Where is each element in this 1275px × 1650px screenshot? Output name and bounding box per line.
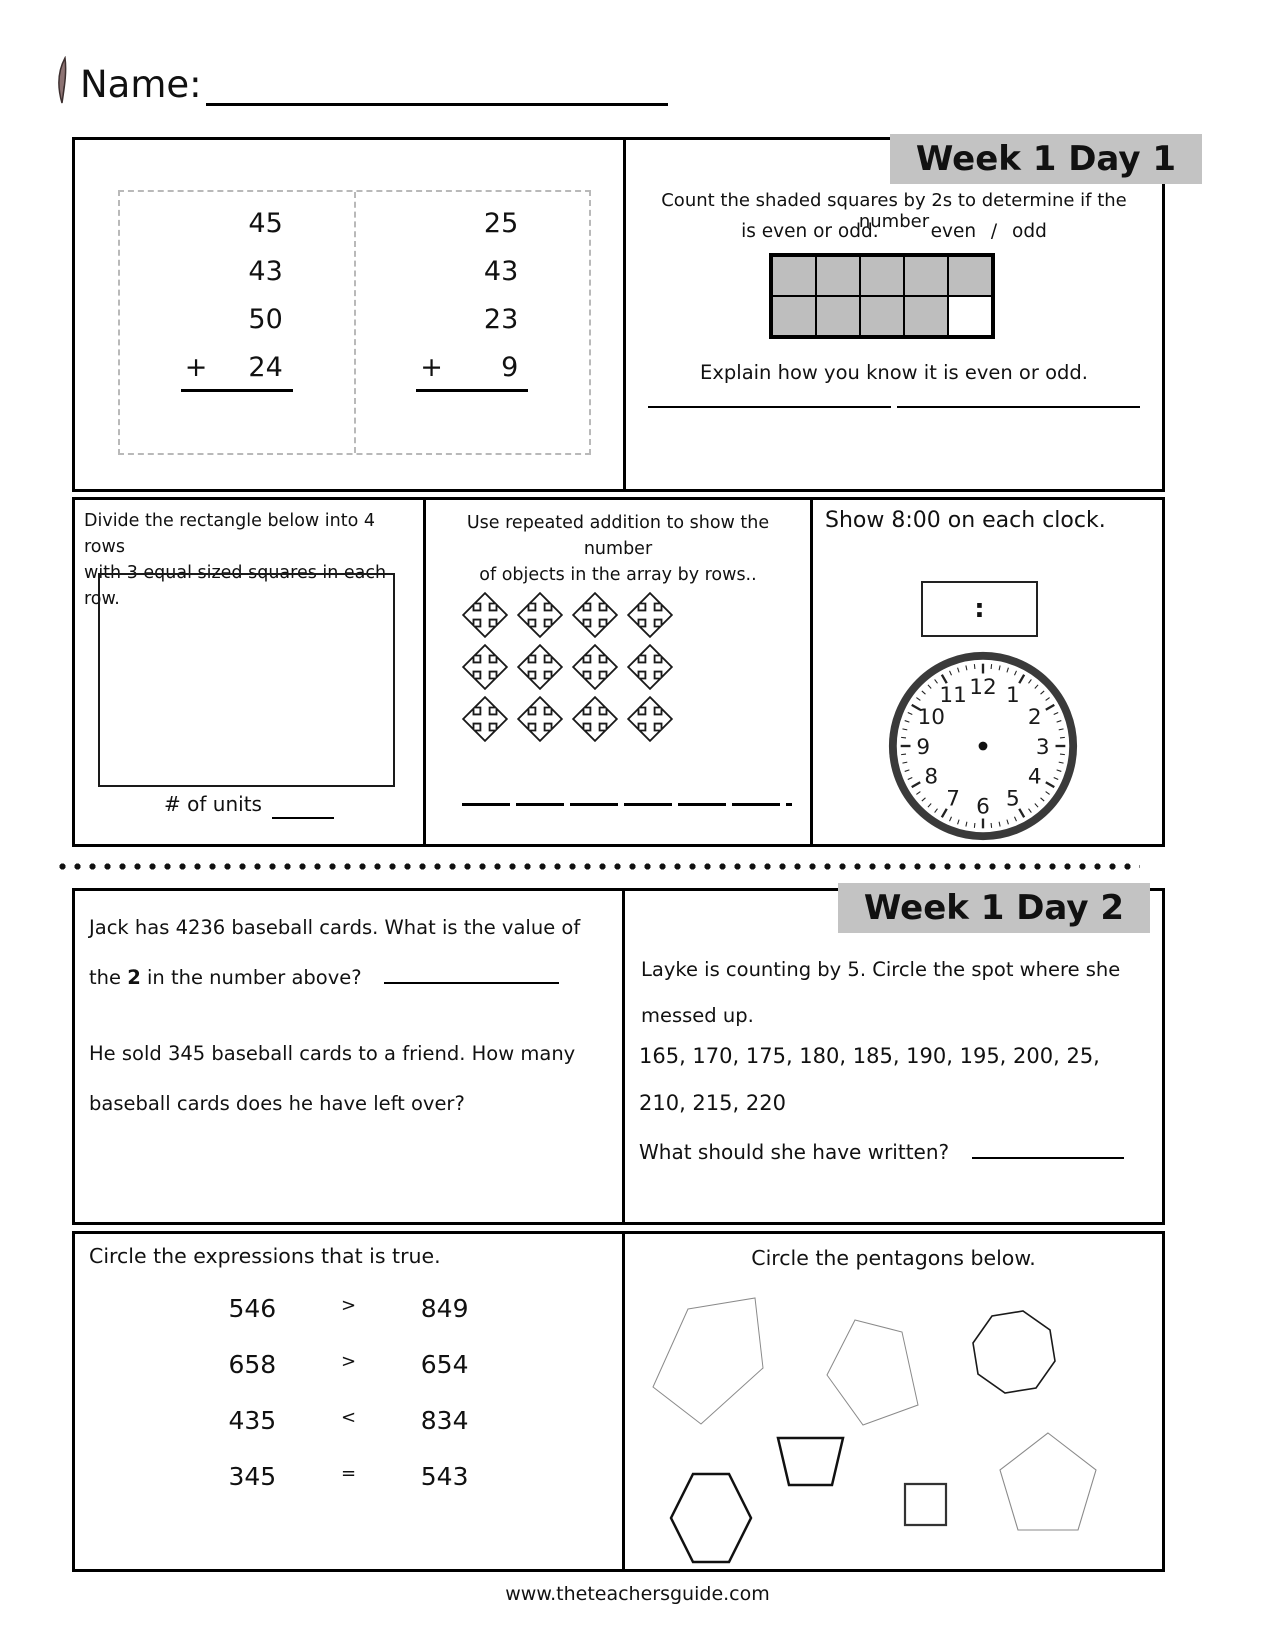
addend: 50 — [248, 304, 283, 335]
even-odd-task — [626, 139, 1176, 489]
counting-prompt-line1: Layke is counting by 5. Circle the spot where she — [641, 958, 1121, 981]
baseball-line2-prefix: the — [89, 966, 122, 989]
expression-row — [229, 1406, 469, 1435]
expression-operator: = — [340, 1463, 357, 1484]
addend: 25 — [483, 208, 519, 239]
baseball-bold-digit: 2 — [127, 966, 141, 989]
grid-cell-shaded — [772, 296, 816, 336]
baseball-line4: baseball cards does he have left over? — [89, 1092, 465, 1115]
pentagons-prompt: Circle the pentagons below. — [751, 1246, 1036, 1270]
section-top — [72, 137, 1176, 492]
object-array — [462, 592, 673, 742]
dotted-divider — [55, 862, 1140, 871]
addition-problems — [118, 190, 591, 455]
answer-line — [462, 803, 792, 806]
array-prompt-line2: of objects in the array by rows.. — [479, 565, 757, 585]
addend: 24 — [248, 352, 283, 383]
array-prompt-line1: Use repeated addition to show the number — [466, 513, 770, 559]
quill-icon — [52, 56, 78, 106]
four-way-arrow-icon — [572, 696, 618, 742]
even-odd-choices: even / odd — [930, 221, 1047, 242]
clock-number: 5 — [1006, 786, 1020, 812]
answer-blank — [972, 1137, 1124, 1159]
divide-rectangle-task — [75, 500, 423, 844]
addend: 23 — [483, 304, 519, 335]
counting-prompt-line2: messed up. — [641, 1004, 754, 1027]
four-way-arrow-icon — [462, 592, 508, 638]
grid-cell-shaded — [816, 256, 860, 296]
week1-day2-badge: Week 1 Day 2 — [838, 883, 1150, 933]
answer-line — [626, 406, 1162, 408]
plus-operator: + — [420, 352, 443, 383]
clock-task — [813, 500, 1162, 844]
addend: 43 — [248, 256, 283, 287]
even-odd-prompt-2: is even or odd. — [741, 221, 879, 242]
addend: 43 — [483, 256, 519, 287]
clock-number: 7 — [946, 786, 960, 812]
pentagons-task — [625, 1234, 1162, 1569]
grid-cell-shaded — [904, 256, 948, 296]
divide-prompt-line1: Divide the rectangle below into 4 rows — [84, 511, 375, 557]
sum-row — [416, 352, 528, 392]
analog-clock — [885, 648, 1081, 844]
four-way-arrow-icon — [572, 592, 618, 638]
shape-irregular-pentagon — [649, 1292, 769, 1430]
name-blank-line — [206, 63, 668, 106]
counting-question: What should she have written? — [639, 1140, 950, 1164]
expressions-list — [229, 1294, 469, 1491]
grid-cell-shaded — [860, 256, 904, 296]
units-blank-line — [272, 795, 334, 819]
repeated-addition-task — [426, 500, 810, 844]
clock-number: 4 — [1027, 764, 1042, 790]
shape-hexagon — [667, 1470, 755, 1566]
expression-right: 543 — [420, 1462, 469, 1491]
four-way-arrow-icon — [517, 644, 563, 690]
clock-number: 6 — [976, 794, 990, 820]
clock-number: 11 — [939, 683, 967, 709]
shape-square — [901, 1480, 951, 1530]
section-middle — [72, 497, 1165, 847]
four-way-arrow-icon — [627, 644, 673, 690]
even-odd-grid — [769, 253, 995, 339]
digital-colon: : — [974, 594, 985, 624]
section-day2-top — [72, 888, 1165, 1225]
expression-operator: < — [340, 1407, 357, 1428]
baseball-line3: He sold 345 baseball cards to a friend. How many — [89, 1042, 576, 1065]
shape-tilted-pentagon — [823, 1316, 923, 1430]
baseball-line2-suffix: in the number above? — [147, 966, 362, 989]
expression-row — [229, 1350, 469, 1379]
clock-number: 10 — [917, 704, 945, 730]
four-way-arrow-icon — [462, 644, 508, 690]
shape-trapezoid — [774, 1434, 848, 1490]
digital-clock — [921, 581, 1038, 637]
four-way-arrow-icon — [462, 696, 508, 742]
addition-problem-2 — [356, 192, 590, 453]
clock-number: 1 — [1006, 683, 1020, 709]
answer-blank — [384, 963, 559, 985]
grid-cell-shaded — [948, 256, 992, 296]
clock-center-dot — [979, 742, 988, 751]
name-header — [52, 56, 668, 106]
expression-left: 546 — [228, 1294, 277, 1323]
clock-number: 2 — [1027, 704, 1042, 730]
grid-cell-shaded — [860, 296, 904, 336]
four-way-arrow-icon — [627, 696, 673, 742]
number-sequence-line1: 165, 170, 175, 180, 185, 190, 195, 200, 25, — [639, 1044, 1100, 1068]
units-label: # of units — [164, 792, 262, 816]
expression-left: 658 — [228, 1350, 277, 1379]
grid-cell-shaded — [904, 296, 948, 336]
baseball-problem — [75, 891, 622, 1222]
counting-task — [625, 888, 1162, 1222]
number-sequence-line2: 210, 215, 220 — [639, 1091, 786, 1115]
section-day2-bottom — [72, 1231, 1165, 1572]
empty-rectangle — [98, 573, 395, 787]
addend: 45 — [248, 208, 283, 239]
clock-number: 3 — [1035, 734, 1050, 760]
clock-number: 9 — [916, 734, 931, 760]
clock-number: 8 — [924, 764, 939, 790]
four-way-arrow-icon — [627, 592, 673, 638]
expression-left: 435 — [228, 1406, 277, 1435]
even-odd-prompt: Count the shaded squares by 2s to determine if the number — [661, 190, 1127, 232]
sum-row — [181, 352, 293, 392]
baseball-line1: Jack has 4236 baseball cards. What is the value of — [89, 916, 581, 939]
addition-problem-1 — [120, 192, 356, 453]
shape-octagon — [967, 1305, 1061, 1399]
grid-cell-shaded — [816, 296, 860, 336]
four-way-arrow-icon — [517, 592, 563, 638]
expression-operator: > — [340, 1295, 357, 1316]
expression-left: 345 — [228, 1462, 277, 1491]
expression-right: 834 — [420, 1406, 469, 1435]
clock-prompt: Show 8:00 on each clock. — [825, 508, 1106, 533]
footer-url: www.theteachersguide.com — [505, 1583, 770, 1605]
divide-prompt-line2: with 3 equal sized squares in each row. — [84, 563, 387, 609]
clock-number: 12 — [969, 675, 997, 701]
expression-row — [229, 1462, 469, 1491]
shape-pentagon — [996, 1429, 1100, 1534]
explain-prompt: Explain how you know it is even or odd. — [700, 361, 1088, 384]
four-way-arrow-icon — [517, 696, 563, 742]
expression-row — [229, 1294, 469, 1323]
expression-right: 654 — [420, 1350, 469, 1379]
addend: 9 — [501, 352, 519, 383]
name-label: Name: — [80, 63, 202, 106]
expressions-prompt: Circle the expressions that is true. — [89, 1244, 441, 1268]
plus-operator: + — [184, 352, 208, 383]
expressions-task — [75, 1234, 622, 1569]
grid-cell-unshaded — [948, 296, 992, 336]
grid-cell-shaded — [772, 256, 816, 296]
four-way-arrow-icon — [572, 644, 618, 690]
week1-day1-badge: Week 1 Day 1 — [890, 134, 1202, 184]
expression-operator: > — [340, 1351, 357, 1372]
expression-right: 849 — [420, 1294, 469, 1323]
